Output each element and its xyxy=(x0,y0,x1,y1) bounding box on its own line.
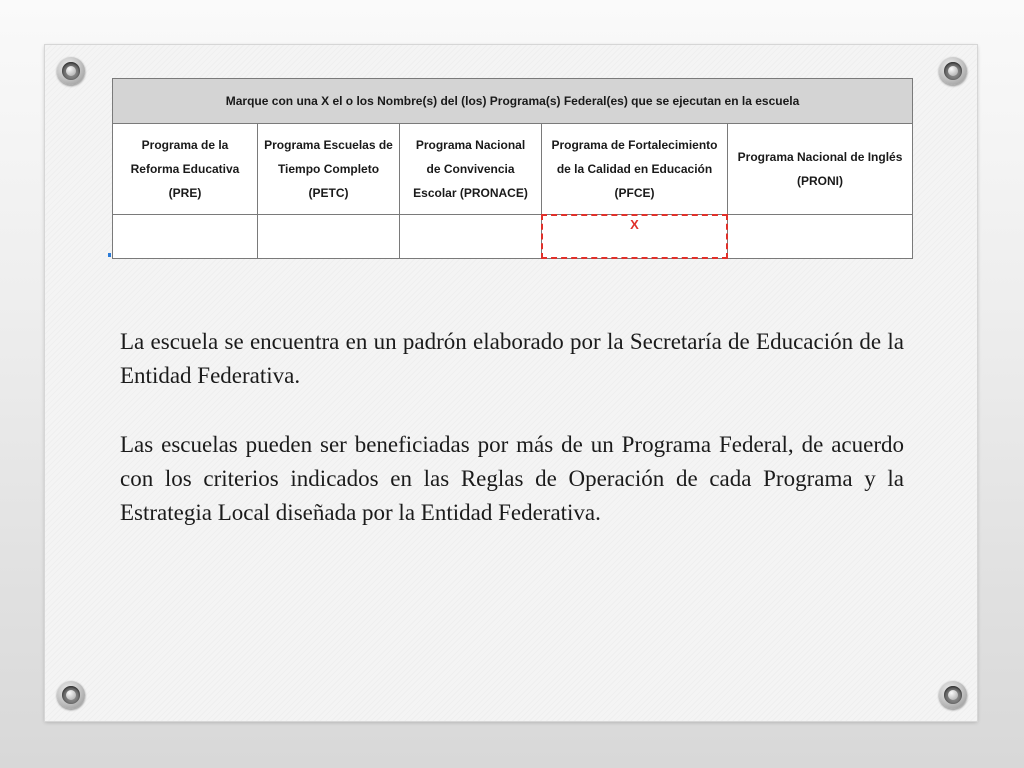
paragraph-padron: La escuela se encuentra en un padrón elaborado por la Secretaría de Educación de la Entidad Federativa. xyxy=(120,329,904,388)
program-header-proni: Programa Nacional de Inglés (PRONI) xyxy=(728,124,913,215)
program-header-pronace: Programa Nacional de Convivencia Escolar (PRONACE) xyxy=(400,124,542,215)
rivet-icon xyxy=(939,681,967,709)
mark-cell-petc[interactable] xyxy=(258,215,400,259)
program-header-pre: Programa de la Reforma Educativa (PRE) xyxy=(113,124,258,215)
program-header-pfce: Programa de Fortalecimiento de la Calidad en Educación (PFCE) xyxy=(542,124,728,215)
rivet-icon xyxy=(57,681,85,709)
mark-cell-proni[interactable] xyxy=(728,215,913,259)
table-title: Marque con una X el o los Nombre(s) del (los) Programa(s) Federal(es) que se ejecutan en la escuela xyxy=(113,79,913,124)
rivet-icon xyxy=(939,57,967,85)
rivet-icon xyxy=(57,57,85,85)
cursor-marker xyxy=(108,253,111,257)
programs-table xyxy=(112,78,913,259)
x-mark: X xyxy=(630,217,639,232)
paragraph-beneficiadas: Las escuelas pueden ser beneficiadas por más de un Programa Federal, de acuerdo con los criterios indicados en las Reglas de Operación de cada Programa y la Estrategia Local diseñada por la Entidad Federativa. xyxy=(120,432,904,525)
mark-cell-pfce[interactable] xyxy=(542,215,728,259)
mark-cell-pre[interactable] xyxy=(113,215,258,259)
program-header-petc: Programa Escuelas de Tiempo Completo (PETC) xyxy=(258,124,400,215)
mark-cell-pronace[interactable] xyxy=(400,215,542,259)
